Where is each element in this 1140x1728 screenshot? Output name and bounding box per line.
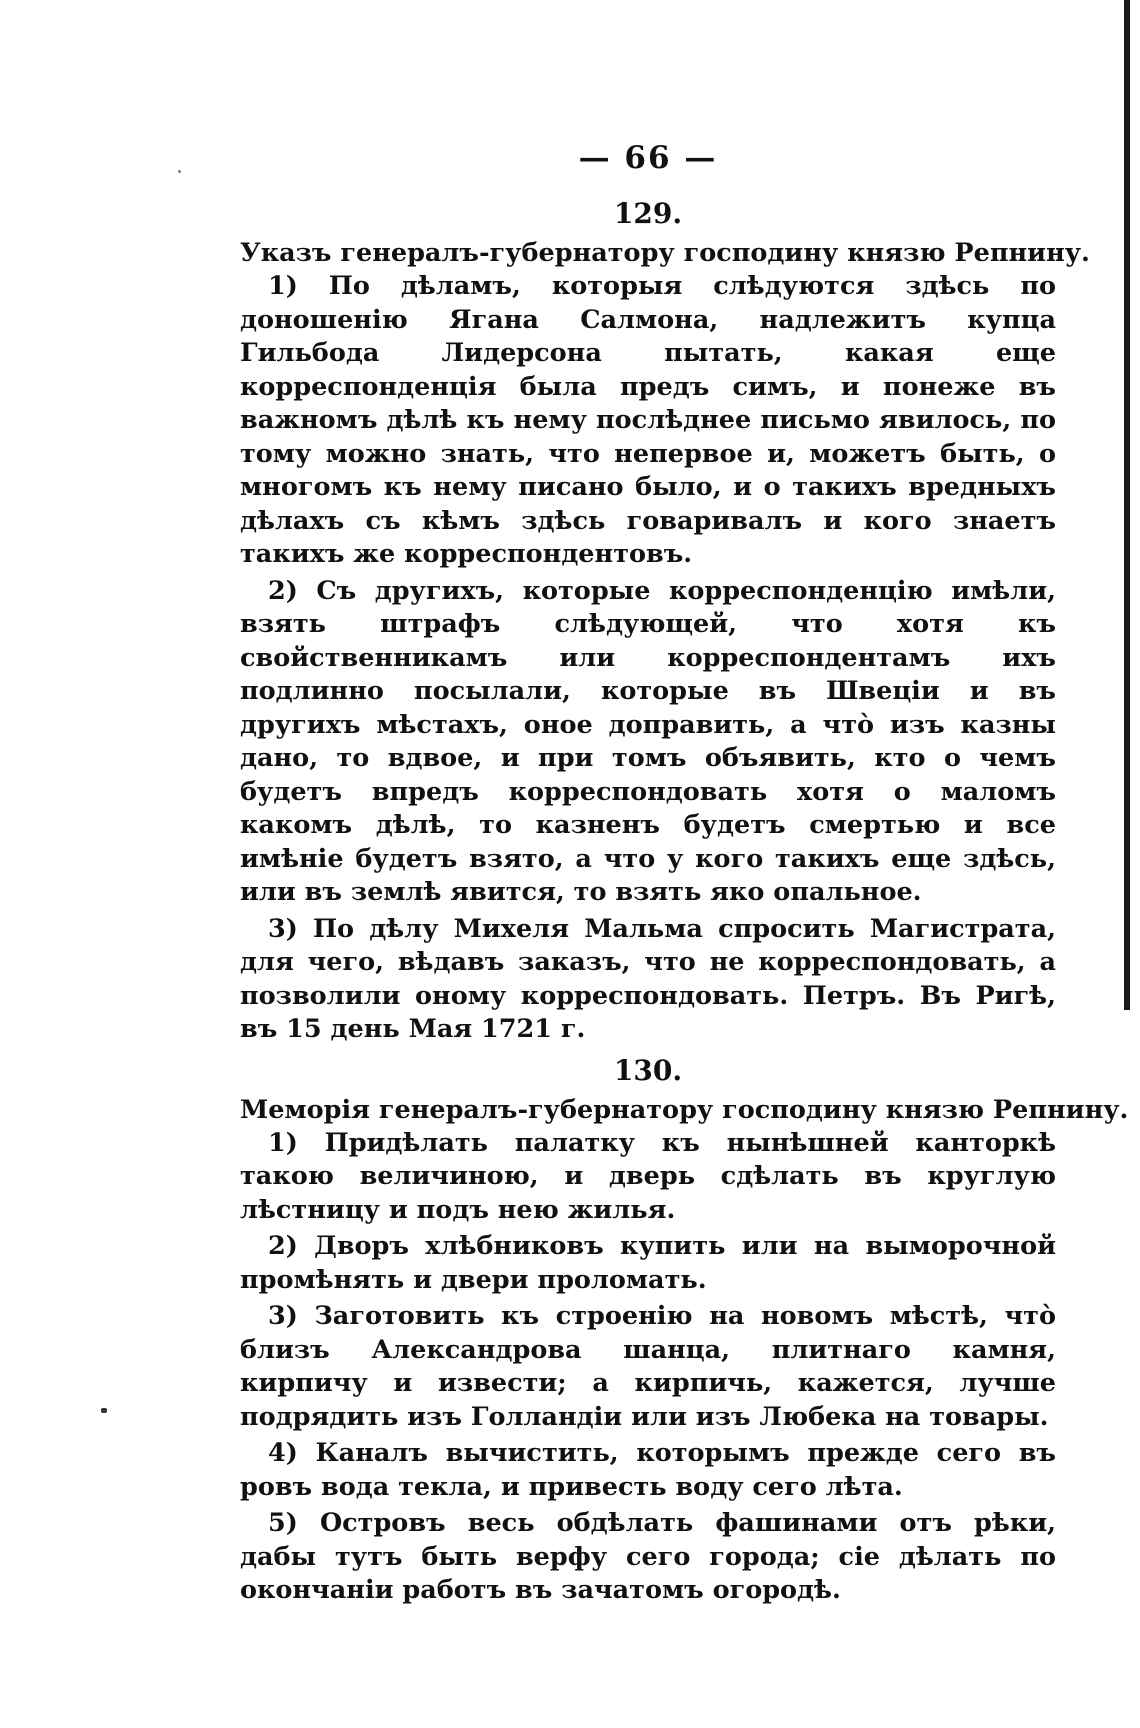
document-heading: Указъ генералъ-губернатору господину князю Репнину. bbox=[240, 238, 1090, 268]
document-number: 130. bbox=[613, 1053, 683, 1087]
document-heading: Меморія генералъ-губернатору господину князю Репнину. bbox=[240, 1094, 1129, 1125]
page-edge-rule bbox=[1124, 0, 1130, 1010]
text-column bbox=[240, 132, 1129, 1611]
paragraph: 1) Придѣлать палатку къ нынѣшней канторкѣ такою величиною, и дверь сдѣлать въ круглую лѣстницу и подъ нею жилья. bbox=[240, 1127, 1056, 1225]
paragraph: 1) По дѣламъ, которыя слѣдуются здѣсь по доношенію Ягана Салмона, надлежитъ купца Гильбода Лидерсона пытать, какая еще корреспонденція была предъ симъ, и понеже въ важномъ дѣлѣ къ нему послѣднее письмо явилось, по тому можно знать, что непервое и, можетъ быть, о многомъ къ нему писано было, и о такихъ вредныхъ дѣлахъ съ кѣмъ здѣсь говаривалъ и кого знаетъ такихъ же корреспондентовъ. bbox=[240, 271, 1056, 569]
paragraph: 3) Заготовить къ строенію на новомъ мѣстѣ, что̀ близъ Александрова шанца, плитнаго камня, кирпичу и извести; а кирпичь, кажется, лучше подрядить изъ Голландіи или изъ Любека на товары. bbox=[240, 1301, 1056, 1432]
paragraph: 4) Каналъ вычистить, которымъ прежде сего въ ровъ вода текла, и привесть воду сего лѣта. bbox=[240, 1438, 1056, 1502]
document-number: 129. bbox=[613, 197, 683, 230]
document-129 bbox=[240, 192, 1090, 1047]
scan-speck bbox=[178, 170, 181, 173]
scan-mark bbox=[101, 1408, 107, 1413]
paragraph: 2) Дворъ хлѣбниковъ купить или на выморочной промѣнять и двери проломать. bbox=[240, 1231, 1056, 1295]
document-130 bbox=[240, 1047, 1129, 1608]
paragraph: 5) Островъ весь обдѣлать фашинами отъ рѣки, дабы тутъ быть верфу сего города; сіе дѣлать по окончаніи работъ въ зачатомъ огородѣ. bbox=[240, 1508, 1056, 1605]
paragraph: 2) Съ другихъ, которые корреспонденцію имѣли, взять штрафъ слѣдующей, что хотя къ свойственникамъ или корреспондентамъ ихъ подлинно посылали, которые въ Швеціи и въ другихъ мѣстахъ, оное доправить, а что̀ изъ казны дано, то вдвое, и при томъ объявить, кто о чемъ будетъ впредъ корреспондовать хотя о маломъ какомъ дѣлѣ, то казненъ будетъ смертью и все имѣніе будетъ взято, а что у кого такихъ еще здѣсь, или въ землѣ явится, то взять яко опальное. bbox=[240, 575, 1056, 907]
paragraph: 3) По дѣлу Михеля Мальма спросить Магистрата, для чего, вѣдавъ заказъ, что не корреспондовать, а позволили оному корреспондовать. Петръ. Въ Ригѣ, въ 15 день Мая 1721 г. bbox=[240, 913, 1056, 1044]
page-number: — 66 — bbox=[578, 140, 718, 176]
